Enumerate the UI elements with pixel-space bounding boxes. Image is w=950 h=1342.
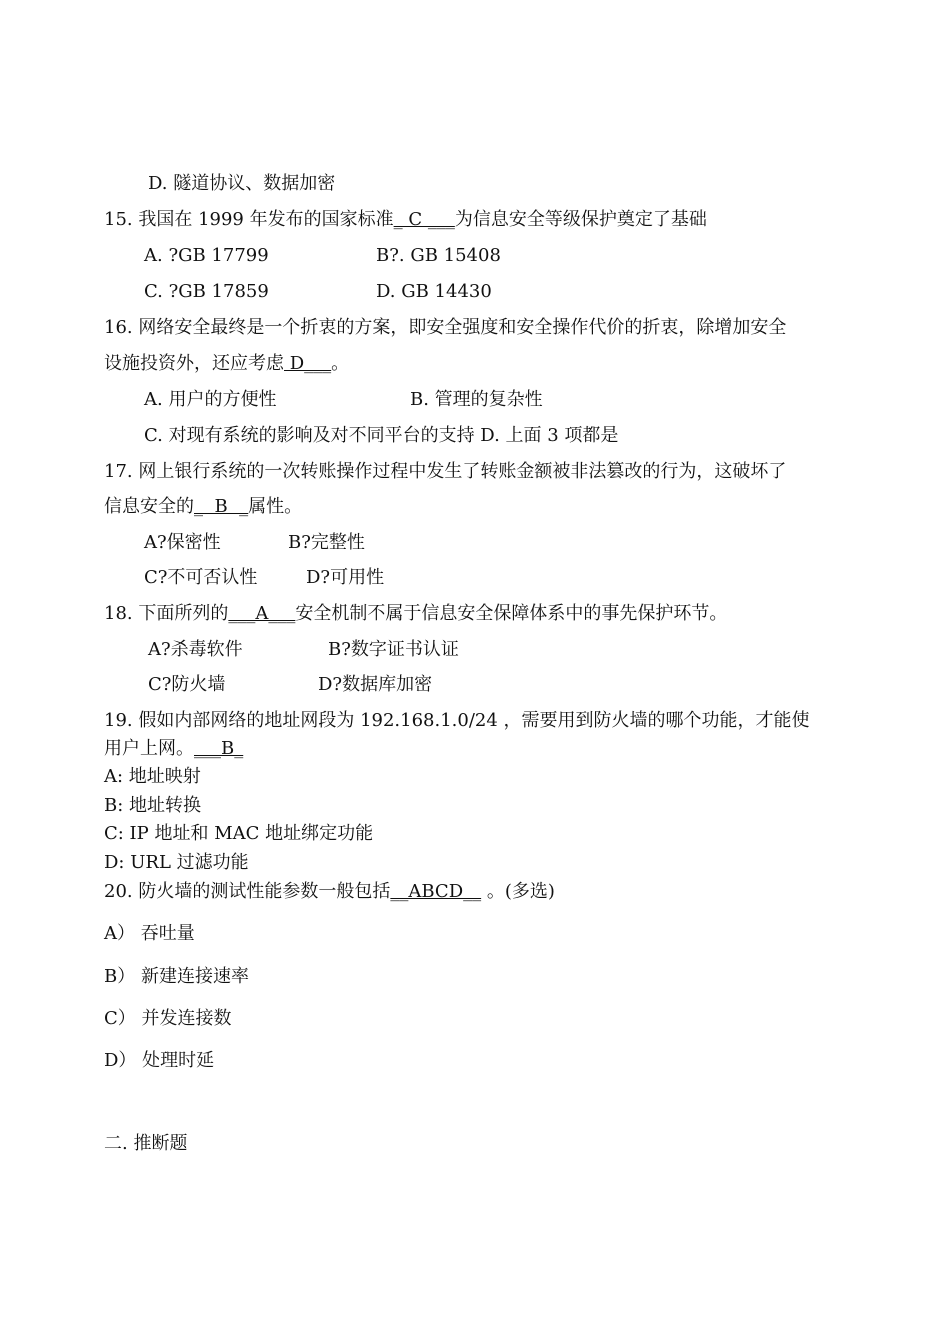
q18-option-d: D?数据库加密 xyxy=(318,674,433,695)
question-20-text: 20. 防火墙的测试性能参数一般包括 xyxy=(104,881,391,902)
q19-option-d: D: URL 过滤功能 xyxy=(104,852,249,873)
question-18 xyxy=(104,602,727,626)
q17-option-b: B?完整性 xyxy=(288,532,365,553)
question-16-line2 xyxy=(104,352,349,376)
question-16-answer: D___ xyxy=(284,353,332,374)
q17-option-a: A?保密性 xyxy=(144,532,221,553)
q15-option-d: D. GB 14430 xyxy=(376,281,492,302)
q19-option-c: C: IP 地址和 MAC 地址绑定功能 xyxy=(104,823,374,844)
q14-option-d: D. 隧道协议、数据加密 xyxy=(148,173,336,194)
q20-option-a: A） 吞吐量 xyxy=(104,923,195,944)
q19-option-b: B: 地址转换 xyxy=(104,795,202,816)
q15-option-b: B?. GB 15408 xyxy=(376,245,501,266)
question-15-text-end: 为信息安全等级保护奠定了基础 xyxy=(454,209,707,230)
q15-option-c: C. ?GB 17859 xyxy=(144,281,269,302)
question-17-line2 xyxy=(104,495,302,519)
question-17-answer: _ B _ xyxy=(194,496,249,517)
q20-option-b: B） 新建连接速率 xyxy=(104,966,249,987)
question-20-text-end: 。(多选) xyxy=(481,881,555,902)
question-19-line2 xyxy=(104,737,243,761)
question-20 xyxy=(104,880,555,904)
question-15 xyxy=(104,208,707,232)
q16-option-b: B. 管理的复杂性 xyxy=(410,389,543,410)
question-19-line1: 19. 假如内部网络的地址网段为 192.168.1.0/24 ，需要用到防火墙的哪个功能，才能使 xyxy=(104,710,810,731)
q16-option-a: A. 用户的方便性 xyxy=(144,389,277,410)
q18-option-c: C?防火墙 xyxy=(148,674,226,695)
question-15-text: 15. 我国在 1999 年发布的国家标准 xyxy=(104,209,394,230)
q17-option-c: C?不可否认性 xyxy=(144,567,258,588)
question-19-answer: ___B_ xyxy=(194,738,244,759)
question-19-text: 用户上网。 xyxy=(104,738,194,759)
question-17-line1: 17. 网上银行系统的一次转账操作过程中发生了转账金额被非法篡改的行为，这破坏了 xyxy=(104,461,787,482)
question-16-text-end: 。 xyxy=(331,353,350,374)
question-15-answer: _ C ___ xyxy=(393,209,455,230)
q16-options-row2: C. 对现有系统的影响及对不同平台的支持 D. 上面 3 项都是 xyxy=(144,425,619,446)
q18-option-a: A?杀毒软件 xyxy=(148,639,243,660)
q20-option-d: D） 处理时延 xyxy=(104,1050,215,1071)
question-16-text: 设施投资外，还应考虑 xyxy=(104,353,284,374)
question-17-text: 信息安全的 xyxy=(104,496,194,517)
question-18-text: 18. 下面所列的 xyxy=(104,603,229,624)
q20-option-c: C） 并发连接数 xyxy=(104,1008,232,1029)
q19-option-a: A: 地址映射 xyxy=(104,766,201,787)
section-2-heading: 二. 推断题 xyxy=(104,1133,188,1154)
question-16-line1: 16. 网络安全最终是一个折衷的方案，即安全强度和安全操作代价的折衷，除增加安全 xyxy=(104,317,787,338)
question-17-text-end: 属性。 xyxy=(248,496,303,517)
q15-option-a: A. ?GB 17799 xyxy=(144,245,269,266)
q17-option-d: D?可用性 xyxy=(306,567,385,588)
q18-option-b: B?数字证书认证 xyxy=(328,639,459,660)
question-18-text-end: 安全机制不属于信息安全保障体系中的事先保护环节。 xyxy=(295,603,728,624)
question-18-answer: ___A___ xyxy=(228,603,296,624)
question-20-answer: __ABCD__ xyxy=(390,881,482,902)
